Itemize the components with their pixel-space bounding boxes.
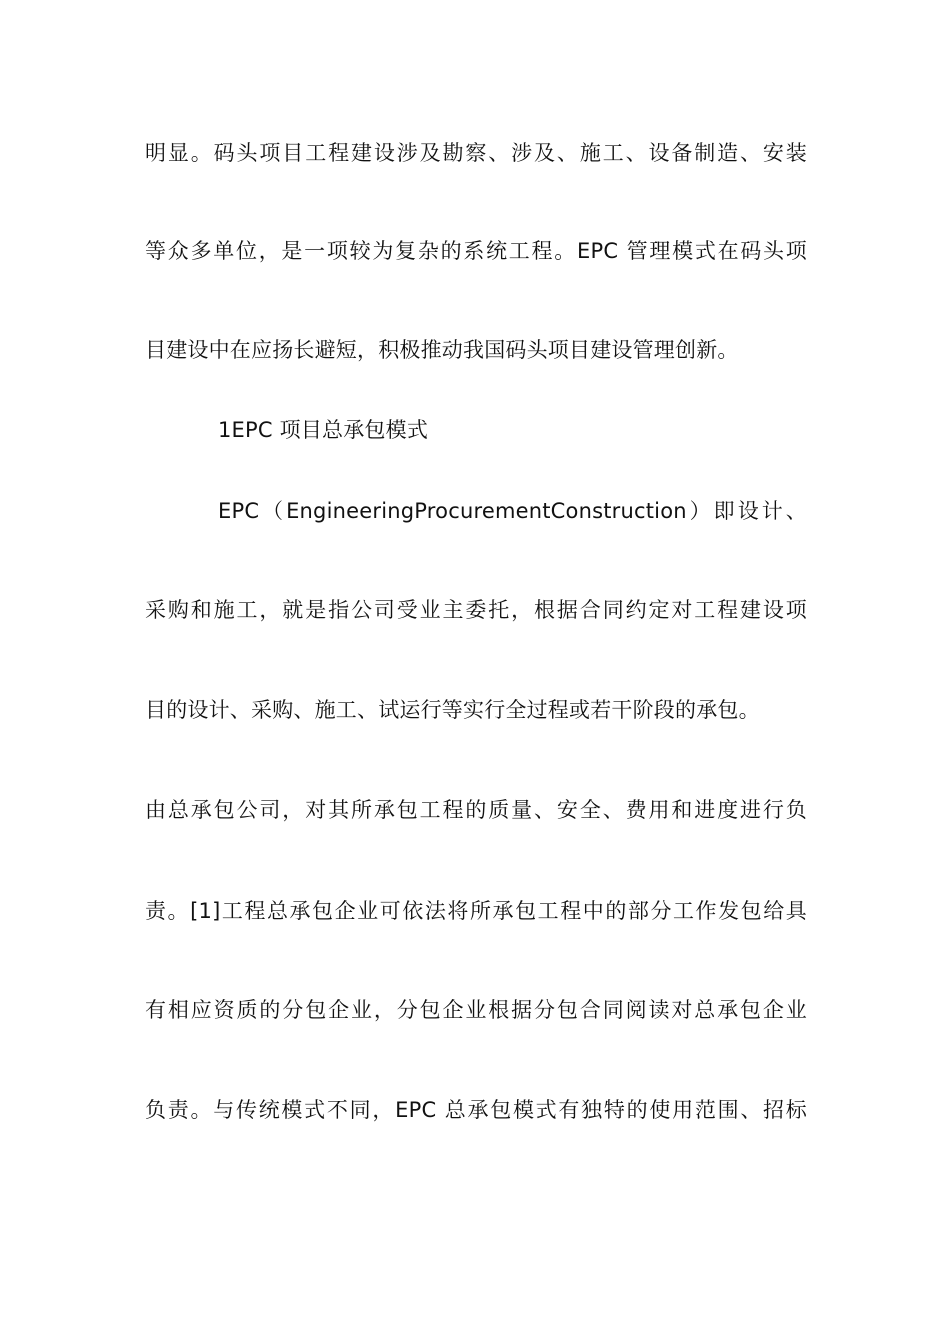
body-text-line: 责。[1]工程总承包企业可依法将所承包工程中的部分工作发包给具: [145, 899, 807, 923]
body-text-line: 负责。与传统模式不同，EPC 总承包模式有独特的使用范围、招标: [145, 1098, 807, 1122]
body-text-line: EPC（EngineeringProcurementConstruction）即设计、: [218, 499, 807, 523]
body-text-line: 目建设中在应扬长避短，积极推动我国码头项目建设管理创新。: [145, 338, 739, 362]
body-text-line: 采购和施工，就是指公司受业主委托，根据合同约定对工程建设项: [145, 598, 807, 622]
section-heading: 1EPC 项目总承包模式: [218, 418, 429, 442]
body-text-line: 由总承包公司，对其所承包工程的质量、安全、费用和进度进行负: [145, 798, 807, 822]
body-text-line: 明显。码头项目工程建设涉及勘察、涉及、施工、设备制造、安装: [145, 141, 807, 165]
body-text-line: 等众多单位，是一项较为复杂的系统工程。EPC 管理模式在码头项: [145, 239, 807, 263]
body-text-line: 目的设计、采购、施工、试运行等实行全过程或若干阶段的承包。: [145, 698, 760, 722]
body-text-line: 有相应资质的分包企业，分包企业根据分包合同阅读对总承包企业: [145, 998, 807, 1022]
